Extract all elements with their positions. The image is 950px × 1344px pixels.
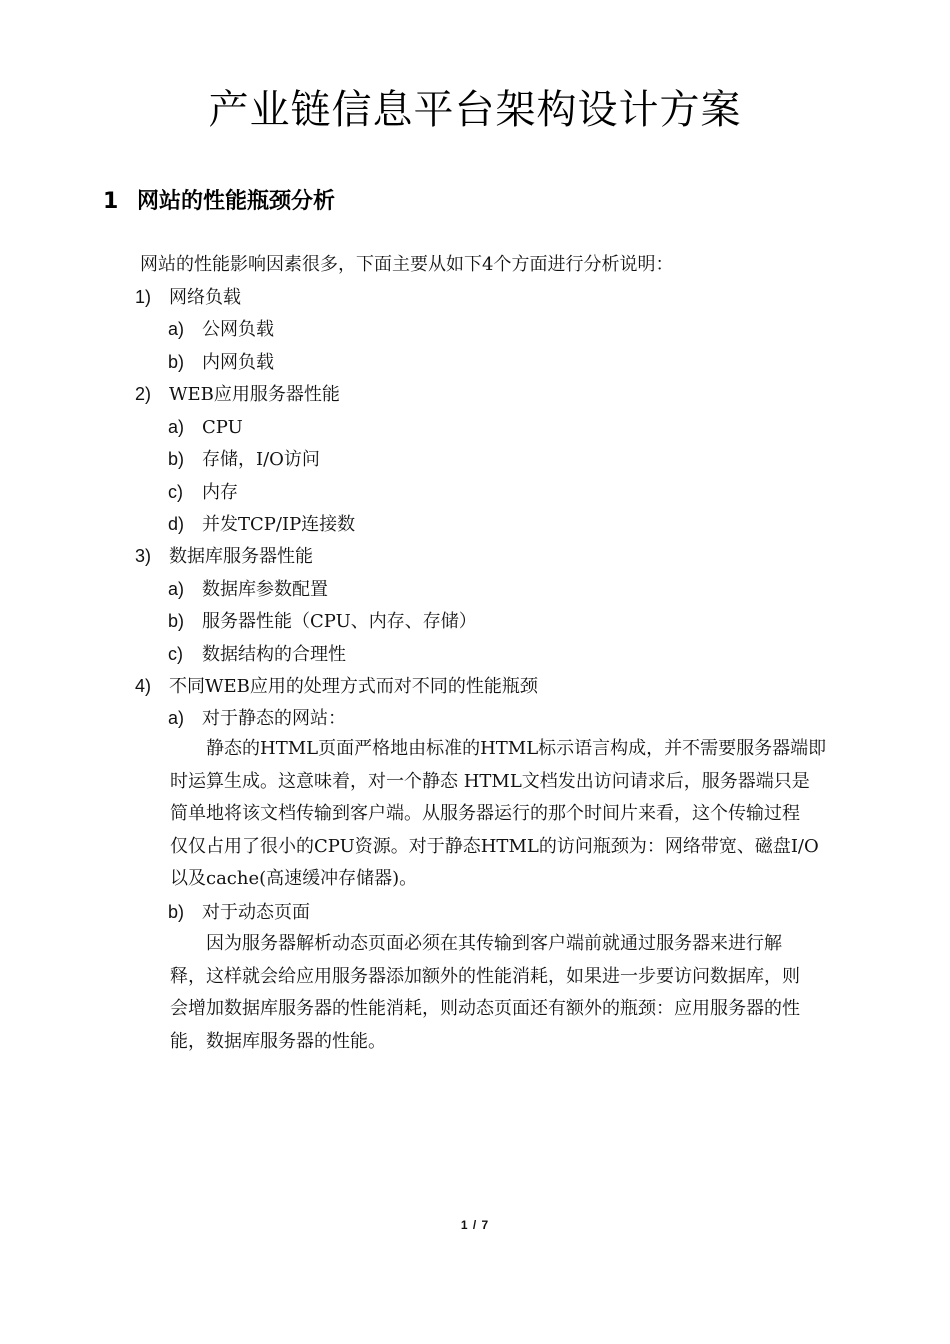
intro-text: 网站的性能影响因素很多，下面主要从如下4个方面进行分析说明： <box>140 254 674 275</box>
list-marker: d) <box>168 514 185 534</box>
list-item <box>168 317 274 342</box>
list-item-text: 服务器性能（CPU、内存、存储） <box>202 611 477 632</box>
list-item <box>135 382 340 407</box>
list-item <box>168 480 238 505</box>
list-item <box>135 674 538 699</box>
list-item-text: 数据结构的合理性 <box>202 644 346 665</box>
paragraph-line: 简单地将该文档传输到客户端。从服务器运行的那个时间片来看，这个传输过程 <box>170 803 800 824</box>
list-marker: a) <box>168 417 185 437</box>
paragraph-line: 静态的HTML页面严格地由标准的HTML标示语言构成，并不需要服务器端即 <box>206 738 827 759</box>
list-item-text: 网络负载 <box>169 287 241 308</box>
list-marker: b) <box>168 352 185 372</box>
list-marker: c) <box>168 644 183 664</box>
list-item-text: 数据库参数配置 <box>202 579 328 600</box>
list-marker: b) <box>168 449 185 469</box>
list-item <box>168 642 346 667</box>
list-item-text: WEB应用服务器性能 <box>169 384 340 405</box>
list-item <box>168 512 355 537</box>
paragraph-line: 时运算生成。这意味着，对一个静态 HTML文档发出访问请求后，服务器端只是 <box>170 770 810 792</box>
paragraph-dynamic-page <box>170 928 854 1058</box>
list-item-text: 存储，I/O访问 <box>202 449 320 470</box>
list-marker: b) <box>168 902 185 922</box>
page-number: 1 / 7 <box>460 1218 490 1232</box>
paragraph-line: 因为服务器解析动态页面必须在其传输到客户端前就通过服务器来进行解 <box>206 933 782 954</box>
list-item <box>135 544 313 569</box>
list-item <box>168 706 346 731</box>
list-item-text: CPU <box>202 417 243 438</box>
list-marker: 2) <box>135 384 152 404</box>
paragraph-line: 仅仅占用了很小的CPU资源。对于静态HTML的访问瓶颈为：网络带宽、磁盘I/O <box>170 835 819 857</box>
list-marker: 4) <box>135 676 152 696</box>
list-item-text: 对于静态的网站： <box>202 708 346 729</box>
list-item <box>135 285 241 310</box>
list-item-text: 对于动态页面 <box>202 902 310 923</box>
list-marker: 3) <box>135 546 152 566</box>
list-marker: b) <box>168 611 185 631</box>
list-marker: a) <box>168 319 185 339</box>
document-title: 产业链信息平台架构设计方案 <box>208 87 742 133</box>
list-item <box>168 609 477 634</box>
list-marker: a) <box>168 708 185 728</box>
list-item <box>168 447 320 472</box>
list-item <box>168 577 328 602</box>
list-item-text: 内存 <box>202 482 238 503</box>
section-heading-text: 网站的性能瓶颈分析 <box>137 189 336 214</box>
list-marker: a) <box>168 579 185 599</box>
paragraph-line: 会增加数据库服务器的性能消耗，则动态页面还有额外的瓶颈：应用服务器的性 <box>170 998 800 1019</box>
list-item-text: 并发TCP/IP连接数 <box>202 514 356 535</box>
list-item-text: 公网负载 <box>202 319 274 340</box>
list-marker: c) <box>168 482 183 502</box>
paragraph-line: 释，这样就会给应用服务器添加额外的性能消耗，如果进一步要访问数据库，则 <box>170 965 800 987</box>
list-item <box>168 900 310 925</box>
list-item-text: 内网负载 <box>202 352 274 373</box>
section-number: 1 <box>103 189 119 214</box>
list-item <box>168 350 274 375</box>
list-item <box>168 415 243 440</box>
paragraph-line: 能，数据库服务器的性能。 <box>170 1030 386 1052</box>
paragraph-line: 以及cache(高速缓冲存储器)。 <box>170 868 418 889</box>
list-marker: 1) <box>135 287 152 307</box>
list-item-text: 不同WEB应用的处理方式而对不同的性能瓶颈 <box>169 676 538 697</box>
section-heading <box>103 184 335 215</box>
paragraph-static-site <box>170 733 854 896</box>
list-item-text: 数据库服务器性能 <box>169 546 313 567</box>
